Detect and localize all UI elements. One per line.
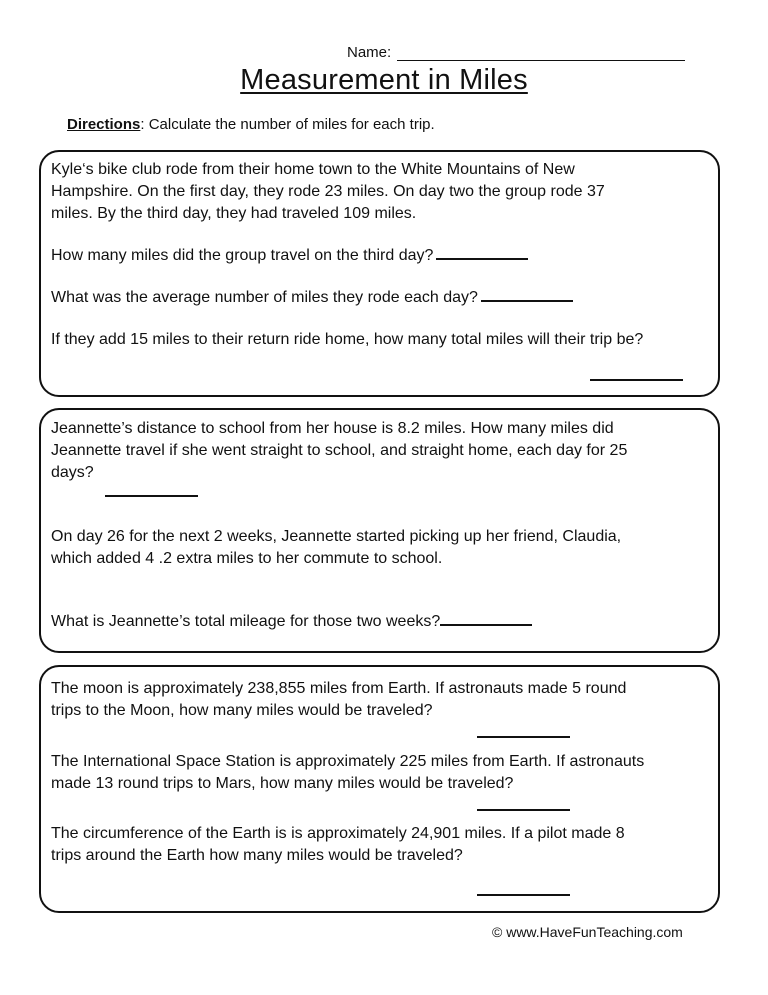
story-2-line-2: Jeannette travel if she went straight to school, and straight home, each day for 25 xyxy=(51,442,628,459)
directions xyxy=(67,116,435,133)
question-2-2-line-2: which added 4 .2 extra miles to her commute to school. xyxy=(51,550,443,567)
question-1-3: If they add 15 miles to their return ride home, how many total miles will their trip be? xyxy=(51,331,644,348)
answer-line-1-1[interactable] xyxy=(436,256,528,260)
name-label: Name: xyxy=(347,44,392,61)
story-1-line-3: miles. By the third day, they had traveled 109 miles. xyxy=(51,205,417,222)
answer-line-1-2[interactable] xyxy=(481,298,573,302)
question-1-1 xyxy=(51,245,528,267)
question-2-2-line-1: On day 26 for the next 2 weeks, Jeannette started picking up her friend, Claudia, xyxy=(51,528,622,545)
story-1-line-2: Hampshire. On the first day, they rode 23 miles. On day two the group rode 37 xyxy=(51,183,605,200)
question-2-3 xyxy=(51,611,532,633)
directions-label: Directions xyxy=(67,116,141,133)
question-3-2-line-1: The International Space Station is approximately 225 miles from Earth. If astronauts xyxy=(51,753,645,770)
story-2-line-3: days? xyxy=(51,464,94,481)
page-title: Measurement in Miles xyxy=(240,64,528,96)
question-3-1-line-1: The moon is approximately 238,855 miles from Earth. If astronauts made 5 round xyxy=(51,680,627,697)
story-2-line-1: Jeannette’s distance to school from her house is 8.2 miles. How many miles did xyxy=(51,420,614,437)
directions-text: : Calculate the number of miles for each trip. xyxy=(140,116,435,133)
question-3-2-line-2: made 13 round trips to Mars, how many miles would be traveled? xyxy=(51,775,514,792)
story-1-line-1: Kyle‘s bike club rode from their home town to the White Mountains of New xyxy=(51,161,575,178)
answer-line-2-1[interactable] xyxy=(105,495,198,497)
answer-line-3-3[interactable] xyxy=(477,894,570,896)
name-row xyxy=(347,44,707,61)
answer-line-3-2[interactable] xyxy=(477,809,570,811)
copyright-footer: © www.HaveFunTeaching.com xyxy=(492,924,683,940)
question-3-3-line-1: The circumference of the Earth is is approximately 24,901 miles. If a pilot made 8 xyxy=(51,825,625,842)
name-answer-line[interactable] xyxy=(397,45,685,61)
question-2-3-text: What is Jeannette’s total mileage for those two weeks? xyxy=(51,613,441,630)
answer-line-2-3[interactable] xyxy=(440,622,532,626)
answer-line-3-1[interactable] xyxy=(477,736,570,738)
question-3-3-line-2: trips around the Earth how many miles would be traveled? xyxy=(51,847,463,864)
question-3-1-line-2: trips to the Moon, how many miles would be traveled? xyxy=(51,702,433,719)
answer-line-1-3[interactable] xyxy=(590,379,683,381)
question-1-2-text: What was the average number of miles they rode each day? xyxy=(51,289,478,306)
question-1-1-text: How many miles did the group travel on the third day? xyxy=(51,247,434,264)
question-1-2 xyxy=(51,287,573,309)
